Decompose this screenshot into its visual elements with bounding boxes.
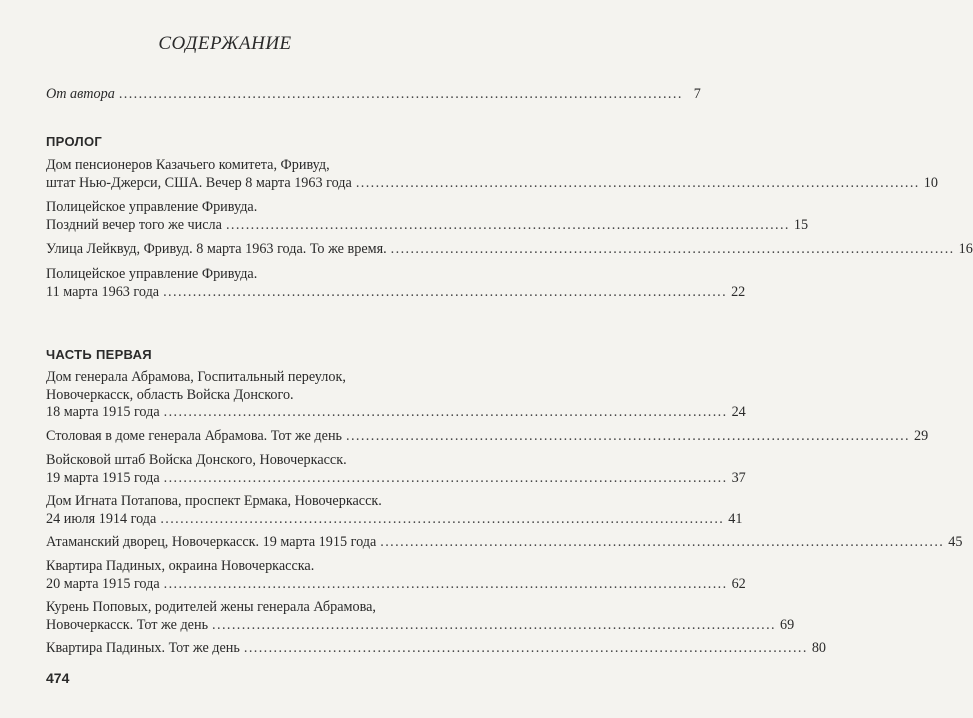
toc-entry-line: штат Нью-Джерси, США. Вечер 8 марта 1963 года	[46, 174, 352, 191]
toc-entry	[46, 493, 743, 528]
page-number: 474	[46, 670, 70, 686]
toc-page-number: 7	[693, 86, 701, 102]
toc-entry	[46, 428, 929, 446]
toc-entry-line: Квартира Падиных, окраина Новочеркасска.	[46, 558, 315, 574]
section-heading-prologue: ПРОЛОГ	[46, 134, 103, 149]
toc-page-number: 15	[793, 216, 809, 233]
toc-page-number: 29	[913, 428, 929, 444]
toc-page-number: 45	[948, 534, 963, 550]
toc-page-number: 69	[780, 616, 795, 633]
dot-leader: ..................................................................................................................	[163, 404, 728, 421]
dot-leader: ..................................................................................................................	[390, 241, 955, 257]
toc-entry	[46, 452, 746, 487]
toc-entry	[46, 241, 973, 259]
toc-page-number: 16	[958, 241, 973, 257]
toc-entry-line: 20 марта 1915 года	[46, 575, 160, 592]
toc-entry-line: Полицейское управление Фривуда.	[46, 266, 258, 282]
toc-entry-line: Дом пенсионеров Казачьего комитета, Фривуд,	[46, 157, 330, 173]
toc-page-number: 41	[728, 510, 743, 527]
toc-entry-from-author	[46, 86, 701, 104]
toc-page-number: 24	[731, 404, 746, 421]
toc-entry	[46, 199, 809, 234]
toc-entry	[46, 534, 963, 552]
toc-entry-line: Новочеркасск. Тот же день	[46, 616, 209, 633]
toc-entry-line: Новочеркасск, область Войска Донского.	[46, 386, 294, 403]
toc-entry-line: Атаманский дворец, Новочеркасск. 19 марта 1915 года	[46, 534, 377, 550]
toc-entry-line: Дом Игната Потапова, проспект Ермака, Новочеркасск.	[46, 493, 382, 509]
toc-entry-line: Войсковой штаб Войска Донского, Новочеркасск.	[46, 452, 347, 468]
dot-leader: ..................................................................................................................	[163, 469, 728, 486]
toc-page-number: 80	[811, 640, 827, 656]
toc-entry	[46, 157, 938, 192]
toc-entry	[46, 640, 827, 658]
dot-leader: ..................................................................................................................	[163, 575, 728, 592]
toc-entry-line: Квартира Падиных. Тот же день	[46, 640, 240, 656]
toc-entry-line: 24 июля 1914 года	[46, 510, 157, 527]
section-heading-part-one: ЧАСТЬ ПЕРВАЯ	[46, 347, 152, 362]
toc-page-number: 22	[731, 283, 746, 300]
dot-leader: ..................................................................................................................	[225, 216, 790, 233]
toc-entry	[46, 369, 746, 422]
dot-leader: ..................................................................................................................	[243, 640, 808, 656]
toc-entry-line: Улица Лейквуд, Фривуд. 8 марта 1963 года. То же время.	[46, 241, 387, 257]
dot-leader: ..................................................................................................................	[355, 174, 920, 191]
toc-entry-line: 18 марта 1915 года	[46, 404, 160, 421]
toc-page-number: 37	[731, 469, 746, 486]
toc-entry-line: 19 марта 1915 года	[46, 469, 160, 486]
toc-entry-line: Столовая в доме генерала Абрамова. Тот же день	[46, 428, 343, 444]
page-title: СОДЕРЖАНИЕ	[158, 33, 292, 54]
toc-entry-text: От автора	[46, 86, 115, 102]
toc-entry-line: Поздний вечер того же числа	[46, 216, 222, 233]
dot-leader: ..................................................................................................................	[212, 616, 776, 633]
dot-leader: ..................................................................................................................	[163, 283, 728, 300]
toc-entry-line: Курень Поповых, родителей жены генерала Абрамова,	[46, 599, 376, 615]
toc-entry	[46, 266, 746, 301]
dot-leader: ..................................................................................................................	[118, 86, 683, 102]
toc-entry-line: Дом генерала Абрамова, Госпитальный переулок,	[46, 369, 346, 385]
toc-page-number: 10	[923, 174, 938, 191]
toc-page-number: 62	[731, 575, 746, 592]
dot-leader: ..................................................................................................................	[380, 534, 945, 550]
toc-entry-line: 11 марта 1963 года	[46, 283, 160, 300]
toc-entry	[46, 599, 795, 634]
toc-entry	[46, 558, 746, 593]
dot-leader: ..................................................................................................................	[346, 428, 910, 444]
toc-entry-line: Полицейское управление Фривуда.	[46, 199, 258, 215]
dot-leader: ..................................................................................................................	[160, 510, 725, 527]
